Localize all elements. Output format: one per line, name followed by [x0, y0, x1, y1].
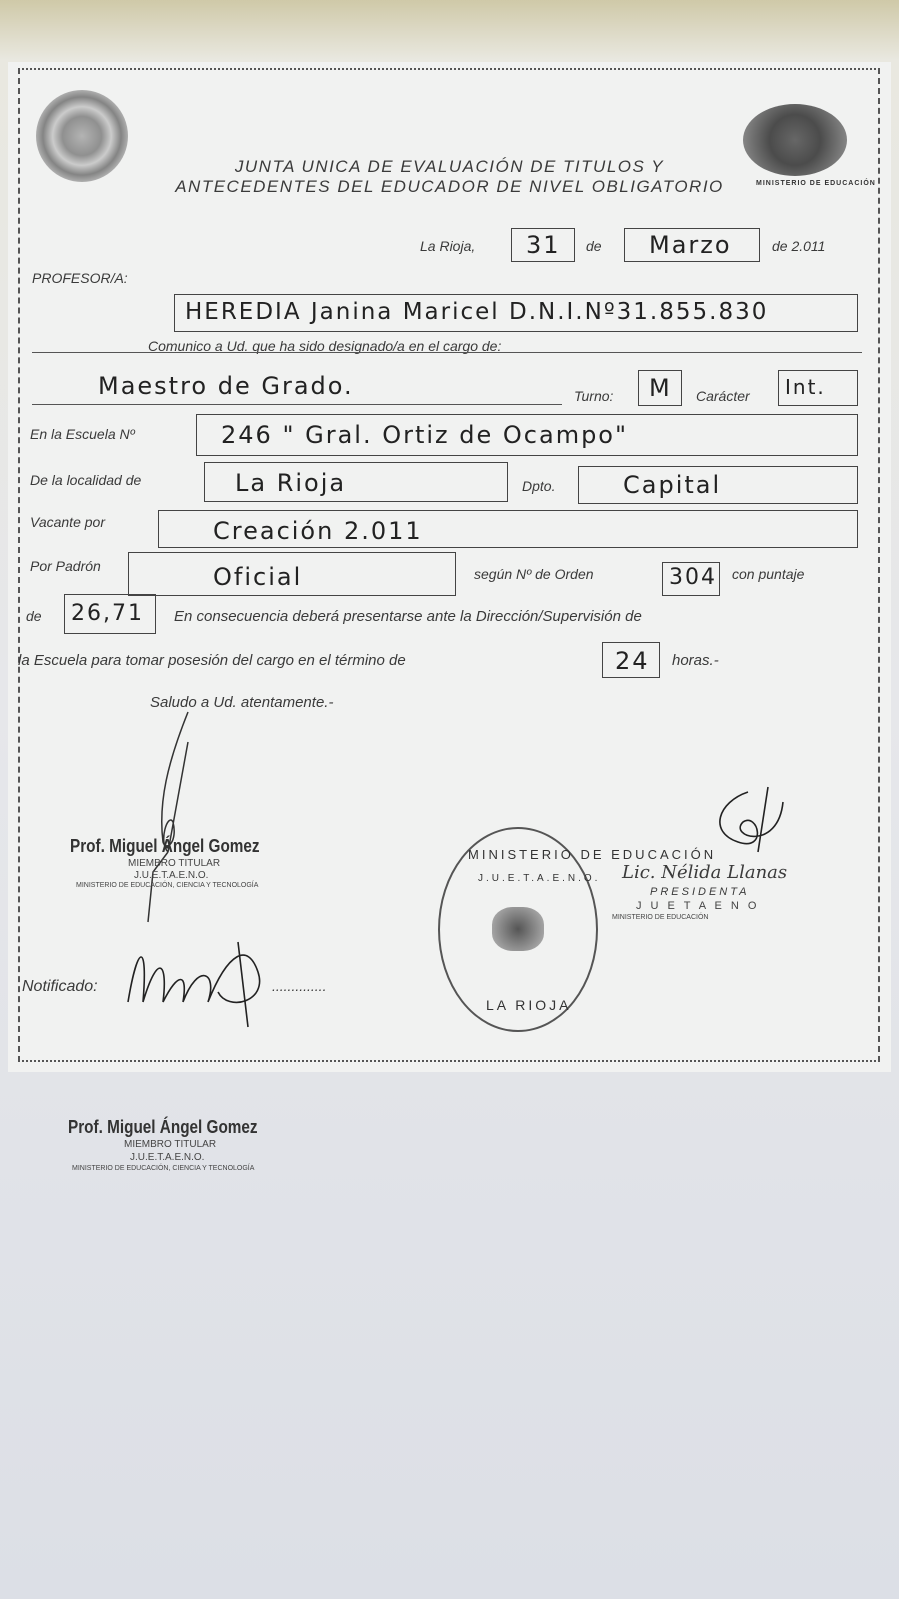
puntaje-box	[64, 594, 156, 634]
escuela-box	[196, 414, 858, 456]
left-signer-role: MIEMBRO TITULAR	[128, 858, 221, 869]
date-prefix: La Rioja,	[420, 238, 476, 254]
ministry-logo-caption: MINISTERIO DE EDUCACIÓN	[756, 180, 876, 187]
profesor-box	[174, 294, 858, 332]
escuela-value: 246 " Gral. Ortiz de Ocampo"	[221, 421, 629, 449]
month-box	[624, 228, 760, 262]
turno-value: M	[649, 374, 672, 402]
caracter-value: Int.	[785, 375, 826, 399]
month-value: Marzo	[649, 231, 732, 259]
right-signer-role: PRESIDENTA	[650, 886, 750, 898]
bottom-signer-name: Prof. Miguel Ángel Gomez	[68, 1117, 258, 1137]
puntaje-value: 26,71	[71, 601, 144, 626]
turno-box	[638, 370, 682, 406]
horas-box	[602, 642, 660, 678]
localidad-label: De la localidad de	[30, 472, 142, 488]
day-box	[511, 228, 575, 262]
comunico-text: Comunico a Ud. que ha sido designado/a en el cargo de:	[148, 338, 502, 354]
localidad-box	[204, 462, 508, 502]
left-signer-name: Prof. Miguel Ángel Gomez	[70, 836, 260, 856]
left-signature-scribble	[128, 702, 228, 932]
orden-value: 304	[669, 565, 717, 590]
vacante-value: Creación 2.011	[213, 517, 423, 545]
stamp-bottom-text: LA RIOJA	[486, 997, 572, 1013]
horas-label: horas.-	[672, 652, 719, 669]
cargo-line	[32, 404, 562, 405]
right-signer-org: J U E T A E N O	[636, 900, 760, 912]
padron-value: Oficial	[213, 563, 303, 591]
right-signer-ministry: MINISTERIO DE EDUCACIÓN	[612, 914, 709, 921]
left-signer-ministry: MINISTERIO DE EDUCACIÓN, CIENCIA Y TECNOLOGÍA	[76, 882, 259, 889]
caracter-label: Carácter	[696, 388, 750, 404]
notificado-label: Notificado:	[22, 978, 98, 995]
dpto-value: Capital	[623, 471, 722, 499]
orden-label: según Nº de Orden	[474, 566, 594, 582]
left-signer-org: J.U.E.T.A.E.N.O.	[134, 870, 209, 881]
caracter-box	[778, 370, 858, 406]
localidad-value: La Rioja	[235, 469, 347, 497]
dpto-box	[578, 466, 858, 504]
de-label: de	[26, 608, 42, 624]
cargo-value: Maestro de Grado.	[98, 372, 354, 400]
year-text: de 2.011	[772, 238, 826, 254]
title-line-1: JUNTA UNICA DE EVALUACIÓN DE TITULOS Y	[234, 157, 665, 176]
escuela-text: la Escuela para tomar posesión del cargo en el término de	[18, 652, 406, 669]
right-signer-name: Lic. Nélida Llanas	[622, 862, 788, 883]
turno-label: Turno:	[574, 388, 614, 404]
day-value: 31	[526, 231, 561, 259]
document-paper	[8, 62, 891, 1072]
escuela-label: En la Escuela Nº	[30, 426, 135, 442]
orden-box	[662, 562, 720, 596]
bottom-signer-ministry: MINISTERIO DE EDUCACIÓN, CIENCIA Y TECNOLOGÍA	[72, 1165, 255, 1172]
notificado-dots: ..............	[272, 978, 327, 994]
stamp-inner-text: J.U.E.T.A.E.N.O.	[478, 873, 601, 884]
padron-box	[128, 552, 456, 596]
title-line-2: ANTECEDENTES DEL EDUCADOR DE NIVEL OBLIGATORIO	[175, 177, 724, 196]
bottom-signer-org: J.U.E.T.A.E.N.O.	[130, 1152, 205, 1163]
consecuencia-text: En consecuencia deberá presentarse ante la Dirección/Supervisión de	[174, 608, 642, 625]
saludo-text: Saludo a Ud. atentamente.-	[150, 694, 334, 711]
right-signature-scribble	[688, 782, 798, 872]
date-de: de	[586, 238, 602, 254]
stamp-emblem-icon	[492, 907, 544, 951]
padron-label: Por Padrón	[30, 558, 101, 574]
puntaje-label: con puntaje	[732, 566, 805, 582]
vacante-box	[158, 510, 858, 548]
divider-line	[32, 352, 862, 353]
horas-value: 24	[615, 647, 650, 675]
profesor-label: PROFESOR/A:	[32, 270, 128, 286]
profesor-value: HEREDIA Janina Maricel D.N.I.Nº31.855.830	[185, 299, 769, 325]
bottom-signer-role: MIEMBRO TITULAR	[124, 1139, 217, 1150]
vacante-label: Vacante por	[30, 514, 105, 530]
stamp-top-text: MINISTERIO DE EDUCACIÓN	[468, 847, 717, 862]
dpto-label: Dpto.	[522, 478, 556, 494]
